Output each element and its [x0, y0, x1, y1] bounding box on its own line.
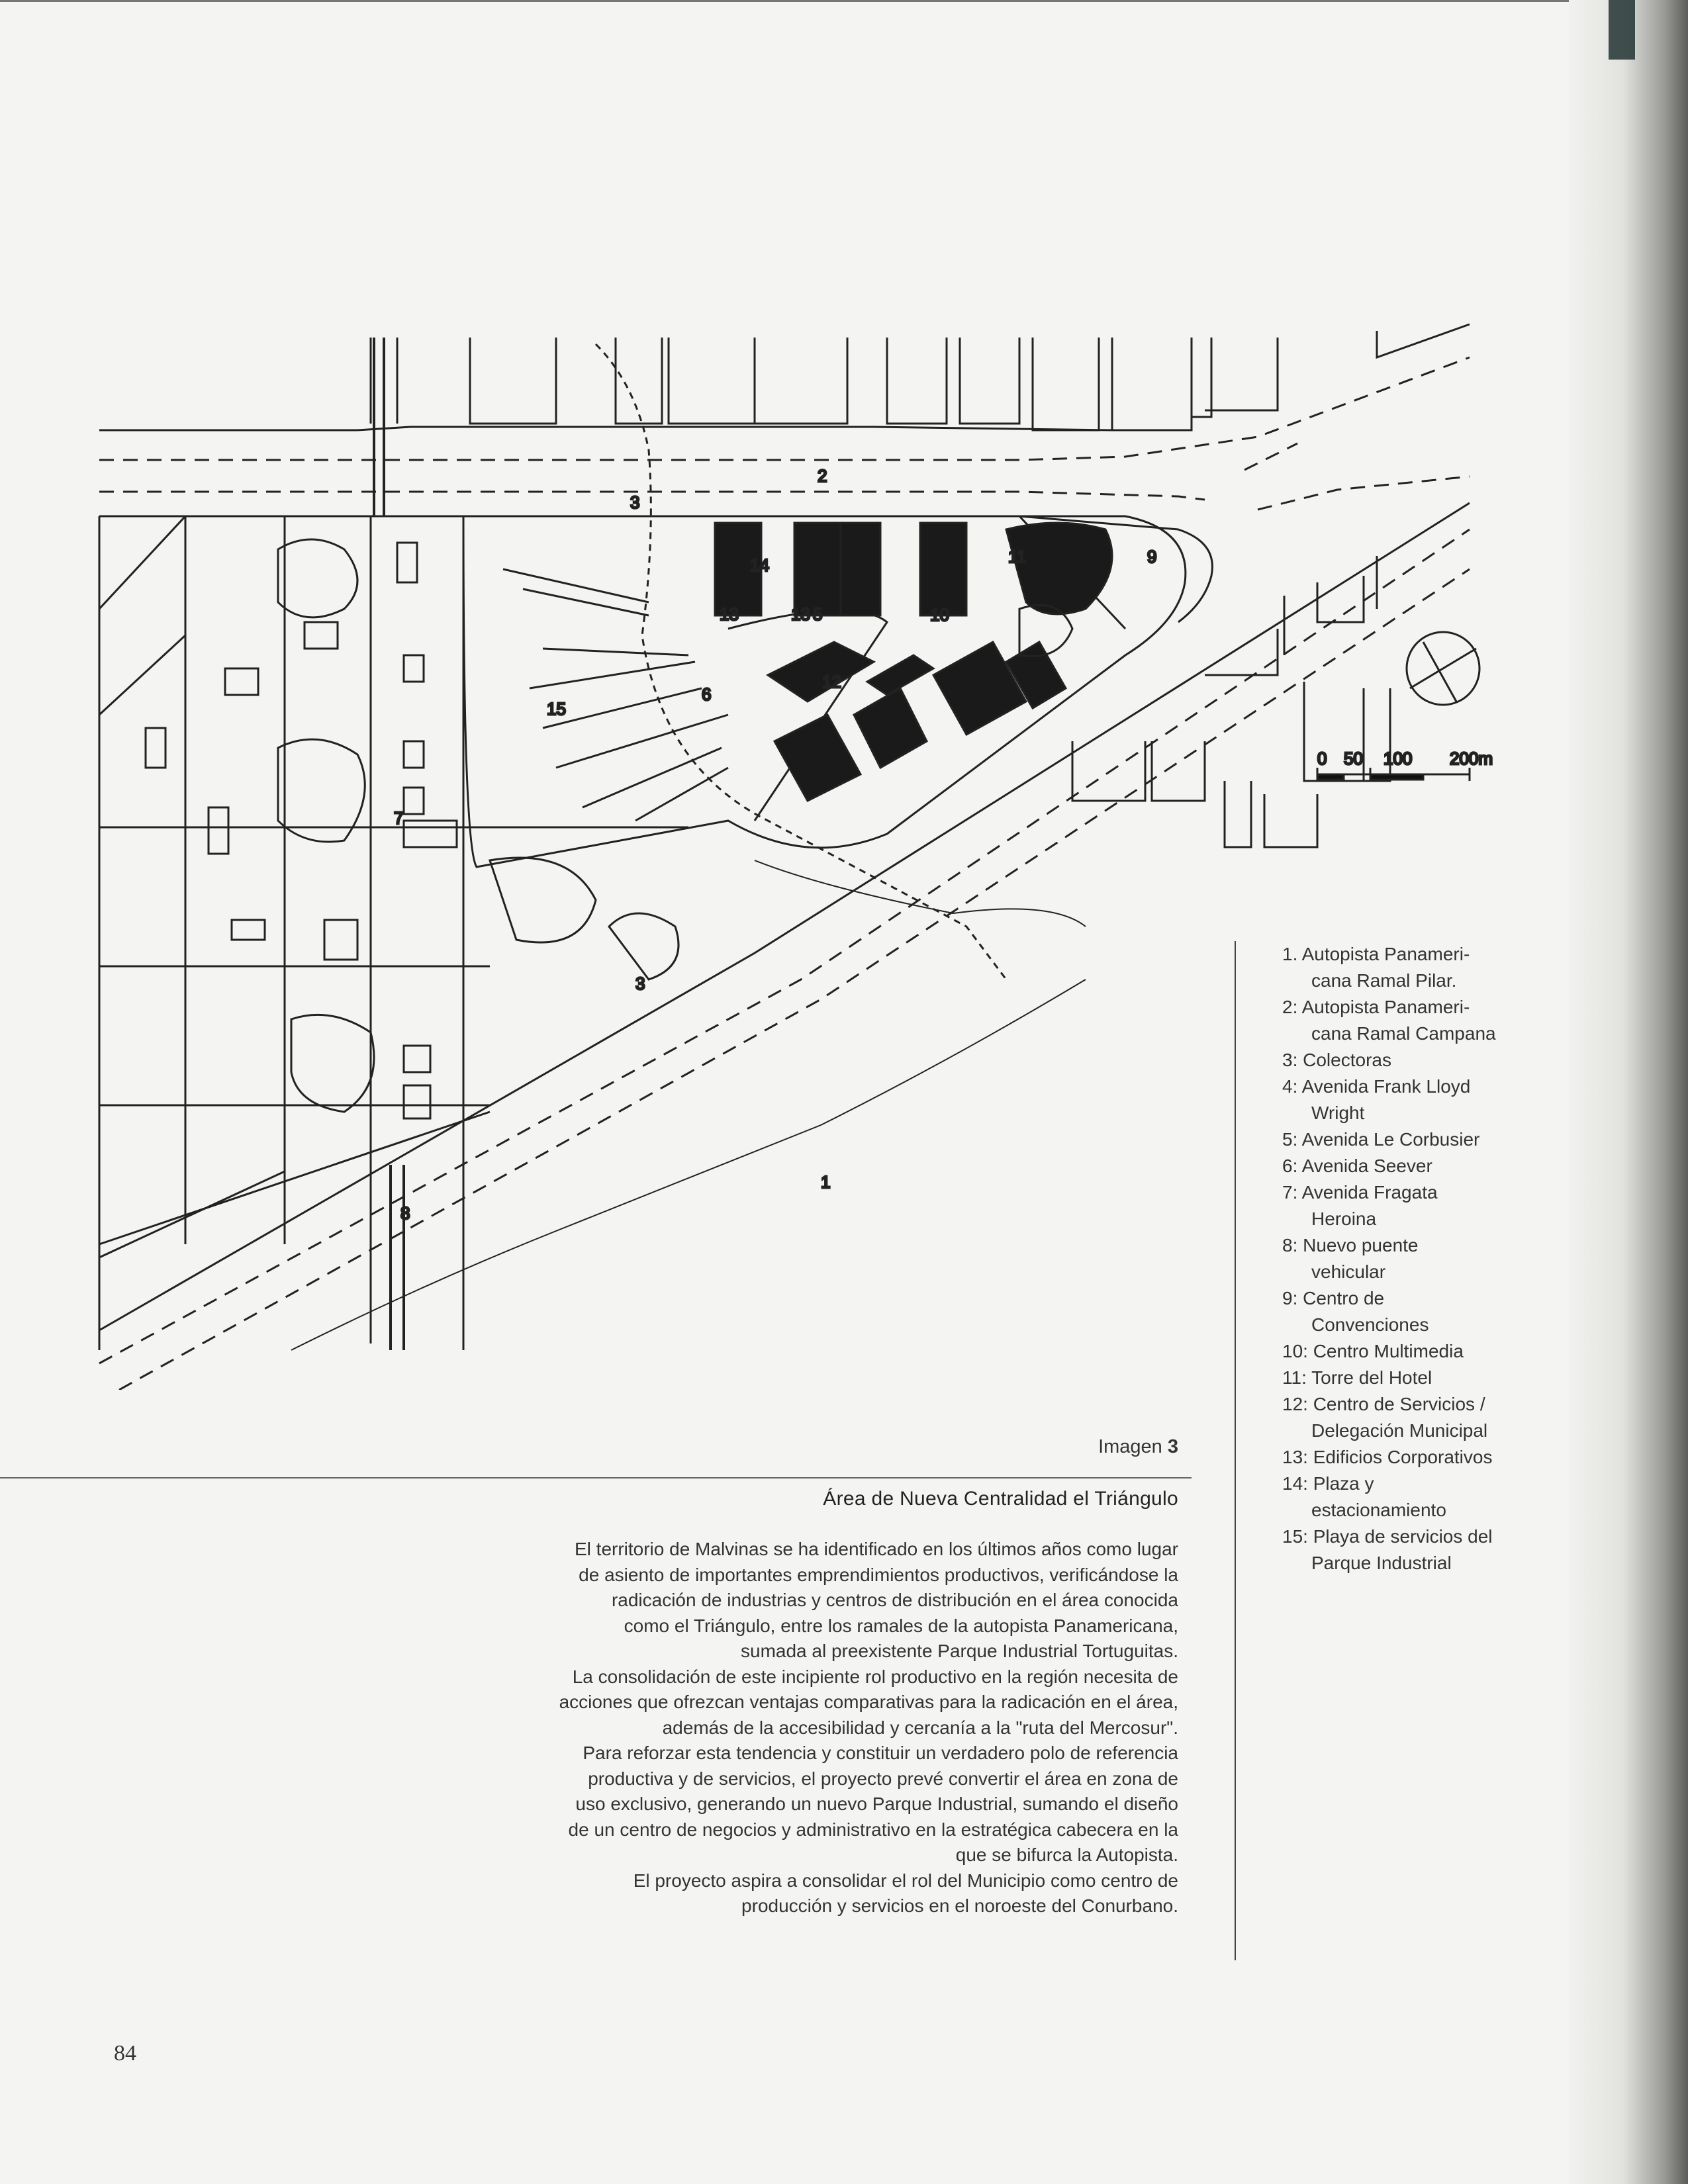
body-line: de asiento de importantes emprendimientos productivos, verificándose la: [579, 1564, 1178, 1585]
legend-item: 2: Autopista Panameri- cana Ramal Campana: [1282, 997, 1496, 1044]
figure-title: Área de Nueva Centralidad el Triángulo: [823, 1488, 1178, 1510]
legend-item: 11: Torre del Hotel: [1282, 1367, 1432, 1388]
legend-item: 8: Nuevo puente vehicular: [1282, 1235, 1419, 1282]
body-line: como el Triángulo, entre los ramales de la autopista Panamericana,: [624, 1615, 1178, 1636]
map-number: 5: [813, 604, 823, 624]
plan-legend: [1235, 941, 1526, 1960]
body-line: El proyecto aspira a consolidar el rol del Municipio como centro de: [633, 1870, 1178, 1891]
scale-tick-100: 100: [1383, 749, 1413, 768]
body-line: radicación de industrias y centros de distribución en el área conocida: [611, 1590, 1178, 1610]
book-edge: [1609, 0, 1635, 60]
figure-label: [953, 1436, 1178, 1458]
legend-item: 4: Avenida Frank Lloyd Wright: [1282, 1076, 1471, 1123]
map-number: 13: [791, 604, 810, 624]
legend-item: 1. Autopista Panameri- cana Ramal Pilar.: [1282, 944, 1470, 991]
map-number: 2: [818, 466, 827, 486]
scale-bar: [1317, 749, 1493, 781]
body-line: de un centro de negocios y administrativo en la estratégica cabecera en la: [568, 1819, 1178, 1840]
map-number: 12: [822, 672, 841, 692]
body-line: uso exclusivo, generando un nuevo Parque Industrial, sumando el diseño: [575, 1794, 1178, 1814]
body-line: además de la accesibilidad y cercanía a la "ruta del Mercosur".: [662, 1717, 1178, 1738]
body-line: La consolidación de este incipiente rol productivo en la región necesita de: [572, 1666, 1178, 1687]
legend-item: 3: Colectoras: [1282, 1050, 1391, 1070]
map-number: 14: [750, 555, 769, 575]
page-number: 84: [114, 2041, 136, 2066]
map-number: 13: [720, 604, 739, 624]
scale-tick-0: 0: [1317, 749, 1327, 768]
legend-item: 14: Plaza y estacionamiento: [1282, 1473, 1446, 1520]
book-binding-shadow: [1569, 0, 1688, 2184]
body-paragraphs: [424, 1537, 1178, 1919]
legend-item: 10: Centro Multimedia: [1282, 1341, 1464, 1361]
map-number: 7: [394, 808, 404, 828]
map-number: 8: [400, 1203, 410, 1223]
map-number: 9: [1147, 547, 1157, 567]
caption-divider: [0, 1477, 1192, 1479]
map-number: 10: [930, 605, 949, 625]
map-number: 3: [635, 974, 645, 993]
map-number: 3: [630, 492, 640, 512]
legend-item: 13: Edificios Corporativos: [1282, 1447, 1493, 1467]
legend-item: 15: Playa de servicios del Parque Industrial: [1282, 1526, 1493, 1573]
body-line: que se bifurca la Autopista.: [955, 1844, 1178, 1865]
legend-item: 7: Avenida Fragata Heroina: [1282, 1182, 1438, 1229]
map-number: 1: [821, 1172, 831, 1192]
top-rule: [0, 0, 1615, 2]
body-line: acciones que ofrezcan ventajas comparativas para la radicación en el área,: [559, 1692, 1178, 1712]
legend-item: 9: Centro de Convenciones: [1282, 1288, 1429, 1335]
figure-label-number: 3: [1167, 1436, 1178, 1457]
map-number: 11: [1008, 547, 1026, 567]
body-line: El territorio de Malvinas se ha identificado en los últimos años como lugar: [574, 1539, 1178, 1559]
body-line: Para reforzar esta tendencia y constituir un verdadero polo de referencia: [583, 1743, 1178, 1763]
scale-tick-200m: 200m: [1450, 749, 1493, 768]
legend-item: 12: Centro de Servicios / Delegación Municipal: [1282, 1394, 1488, 1441]
map-number: 6: [702, 684, 712, 704]
body-line: sumada al preexistente Parque Industrial Tortuguitas.: [741, 1641, 1178, 1661]
legend-item: 5: Avenida Le Corbusier: [1282, 1129, 1480, 1150]
body-line: producción y servicios en el noroeste del Conurbano.: [741, 1895, 1178, 1916]
figure-label-word: Imagen: [1098, 1436, 1162, 1457]
legend-item: 6: Avenida Seever: [1282, 1156, 1432, 1176]
body-line: productiva y de servicios, el proyecto prevé convertir el área en zona de: [588, 1768, 1178, 1789]
map-number: 15: [547, 699, 566, 719]
scale-tick-50: 50: [1344, 749, 1363, 768]
